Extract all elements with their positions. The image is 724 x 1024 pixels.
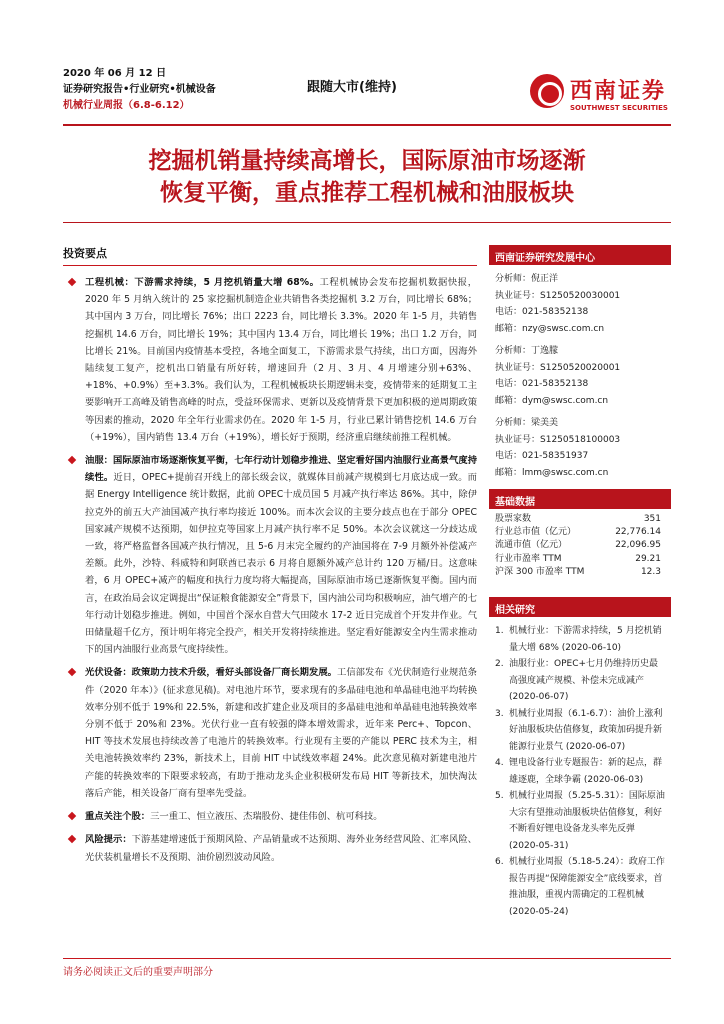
item-number: 5. bbox=[495, 791, 504, 802]
item-text: 机械行业周报（5.25-5.31）：国际原油大宗有望推动油服板块估值修复，利好不断看好锂电设备龙头率先反弹 (2020-05-31) bbox=[509, 791, 665, 851]
item-text: 油服行业：OPEC+七月仍维持历史最高强度减产规模、补偿未完成减产 (2020-06-07) bbox=[509, 659, 659, 703]
analyst-email[interactable]: 邮箱：dym@swsc.com.cn bbox=[495, 395, 609, 406]
row-label: 行业总市值（亿元） bbox=[495, 527, 577, 538]
sidebar bbox=[489, 245, 671, 920]
bullet-icon bbox=[68, 278, 76, 286]
list-item[interactable] bbox=[489, 788, 671, 854]
item-text: 机械行业周报（5.18-5.24）：政府工作报告再提“保障能源安全”底线要求，首推油服，重视内需确定的工程机械 (2020-05-24) bbox=[509, 857, 665, 917]
row-value: 22,096.95 bbox=[615, 540, 661, 551]
logo-emblem-icon bbox=[530, 74, 564, 108]
bullet-icon bbox=[68, 668, 76, 676]
analyst-cert: 执业证号：S1250520030001 bbox=[495, 290, 621, 301]
paragraph-body: 三一重工、恒立液压、杰瑞股份、捷佳伟创、杭可科技。 bbox=[150, 811, 383, 823]
header-divider bbox=[63, 124, 671, 126]
paragraph-lead: 光伏设备：政策助力技术升级，看好头部设备厂商长期发展。 bbox=[85, 667, 338, 679]
row-value: 12.3 bbox=[640, 566, 661, 577]
paragraph-lead: 风险提示： bbox=[85, 834, 132, 846]
logo-text-en: SOUTHWEST SECURITIES bbox=[570, 104, 668, 112]
basic-data-row bbox=[489, 566, 671, 579]
research-center-header: 西南证券研究发展中心 bbox=[489, 245, 671, 265]
list-item[interactable] bbox=[489, 755, 671, 788]
paragraph-risk bbox=[63, 831, 477, 865]
row-label: 流通市值（亿元） bbox=[495, 540, 568, 551]
analyst-phone: 电话：021-58352138 bbox=[495, 379, 589, 389]
footer-notice: 请务必阅读正文后的重要声明部分 bbox=[63, 967, 213, 978]
row-value: 29.21 bbox=[635, 553, 661, 564]
report-header-info bbox=[63, 66, 216, 114]
item-number: 4. bbox=[495, 758, 504, 769]
row-label: 股票家数 bbox=[495, 514, 532, 524]
company-logo bbox=[530, 72, 680, 122]
footer-divider bbox=[63, 958, 671, 959]
bullet-icon bbox=[68, 456, 76, 464]
investment-highlights bbox=[63, 245, 477, 872]
analyst-phone: 电话：021-58351937 bbox=[495, 451, 589, 461]
row-label: 行业市盈率 TTM bbox=[495, 553, 562, 564]
item-number: 3. bbox=[495, 708, 504, 719]
analyst-name: 分析师：丁逸朦 bbox=[495, 346, 559, 356]
basic-data-header: 基础数据 bbox=[489, 489, 671, 509]
list-item[interactable] bbox=[489, 854, 671, 920]
basic-data-row bbox=[489, 513, 671, 526]
paragraph-construction-machinery bbox=[63, 274, 477, 446]
rating: 跟随大市(维持) bbox=[307, 80, 397, 95]
analyst-cert: 执业证号：S1250520020001 bbox=[495, 362, 621, 373]
row-value: 351 bbox=[643, 514, 661, 524]
bullet-icon bbox=[68, 812, 76, 820]
title-divider bbox=[63, 222, 671, 223]
list-item[interactable] bbox=[489, 706, 671, 756]
item-text: 机械行业：下游需求持续，5 月挖机销量大增 68% (2020-06-10) bbox=[509, 626, 662, 653]
paragraph-lead: 油服：国际原油市场逐渐恢复平衡，七年行动计划稳步推进、坚定看好国内油服行业高景气度持续性。 bbox=[85, 455, 477, 484]
item-text: 锂电设备行业专题报告：新的起点，群雄逐鹿，全球争霸 (2020-06-03) bbox=[509, 758, 663, 785]
related-research-list bbox=[489, 617, 671, 920]
paragraph-body: 工程机械协会发布挖掘机数据快报，2020 年 5 月纳入统计的 25 家挖掘机制造企业共销售各类挖掘机 3.2 万台，同比增长 68%；其中国内 3 万台，同比增长 76%；出口 2223 台，同比增长 3.3%。2020 年 1-5 月，共销售挖掘机 14.6 万台，同比增长 19%；其中国内 13.4 万台，同比增长 19%；出口 1.2 万台，同比增长 21%。目前国内疫情基本受控，各地全面复工，下游需求景气持续，出口方面，因海外陆续复工复产，挖机出口销量有所好转，增速回升（2 月、3 月、4 月增速分别+63%、+18%、+0.9%）至+3.3%。我们认为，工程机械板块长期逻辑未变，疫情带来的延期复工主要影响开工高峰及销售高峰的时点，受益环保需求、更新以及疫情背景下更加积极的逆周期政策等因素的推动，2020 年全年行业需求仍在。2020 年 1-5 月，行业已累计销售挖机 14.6 万台（+19%），国内销售 13.4 万台（+19%），增长好于预期，经济重启继续前推工程机械。 bbox=[85, 277, 477, 443]
list-item[interactable] bbox=[489, 623, 671, 656]
report-date: 2020 年 06 月 12 日 bbox=[63, 68, 167, 79]
item-number: 2. bbox=[495, 659, 504, 670]
analyst-phone: 电话：021-58352138 bbox=[495, 307, 589, 317]
report-title bbox=[63, 145, 671, 209]
analyst-name: 分析师：倪正洋 bbox=[495, 274, 559, 284]
analyst-block bbox=[489, 265, 671, 481]
analyst-email[interactable]: 邮箱：nzy@swsc.com.cn bbox=[495, 323, 605, 334]
analyst-email[interactable]: 邮箱：lmm@swsc.com.cn bbox=[495, 467, 609, 478]
list-item[interactable] bbox=[489, 656, 671, 706]
report-category: 证券研究报告•行业研究•机械设备 bbox=[63, 84, 216, 95]
row-label: 沪深 300 市盈率 TTM bbox=[495, 566, 585, 577]
paragraph-body: 下游基建增速低于预期风险、产品销量或不达预期、海外业务经营风险、汇率风险、光伏装机量增长不及预期、油价剧烈波动风险。 bbox=[85, 834, 477, 863]
related-research-header: 相关研究 bbox=[489, 597, 671, 617]
paragraph-oil-service bbox=[63, 452, 477, 658]
row-value: 22,776.14 bbox=[615, 527, 661, 538]
paragraph-pv-equipment bbox=[63, 664, 477, 802]
title-line-1: 挖掘机销量持续高增长，国际原油市场逐渐 bbox=[148, 147, 586, 174]
basic-data-row bbox=[489, 553, 671, 566]
item-number: 1. bbox=[495, 626, 504, 637]
basic-data-row bbox=[489, 526, 671, 539]
paragraph-lead: 工程机械：下游需求持续，5 月挖机销量大增 68%。 bbox=[85, 277, 320, 288]
paragraph-body: 工信部发布《光伏制造行业规范条件（2020 年本）》(征求意见稿)。对电池片环节，要求现有的多晶硅电池和单晶硅电池平均转换效率分别不低于 19%和 22.5%，新建和改扩建企业及项目的多晶硅电池和单晶硅电池转换效率分别不低于 20%和 23%。光伏行业一直有较强的降本增效需求，近年来 Perc+、Topcon、HIT 等技术发展也持续改善了电池片的转换效率。行业现有主要的产能以 PERC 技术为主，相关电池转换效率约 23%，新技术上，目前 HIT 中试线效率超 24%。此次意见稿对新建电池片产能的转换效率的下限要求较高，有助于推动龙头企业积极研发布局 HIT 等新技术，加快淘汰落后产能，相关设备厂商有望率先受益。 bbox=[85, 667, 477, 799]
title-line-2: 恢复平衡，重点推荐工程机械和油服板块 bbox=[160, 179, 574, 206]
paragraph-body: 近日，OPEC+提前召开线上的部长级会议，就媒体目前减产规模到七月底达成一致。而据 Energy Intelligence 统计数据，此前 OPEC十成员国 5 月减产执行率达 86%。其中，除伊拉克外的前五大产油国减产执行率均接近 100%。而本次会议的主要分歧点也在于部分 OPEC 国家减产规模不达预期，如伊拉克等国家上月减产执行率不足 50%。本次会议就这一分歧达成一致，将严格监督各国减产执行情况，且 5-6 月末完全履约的产油国将在 7-9 月额外补偿减产差额。此外，沙特、科威特和阿联酋已表示 6 月将自愿额外减产总计约 120 万桶/日。这意味着，6 月 OPEC+减产的幅度和执行力度均将大幅提高，国际原油市场已逐渐恢复平衡。国内而言，在政治局会议定调提出“保证粮食能源安全”背景下，国内油公司均积极响应，油气增产的七年行动计划稳步推进。例如，中国首个深水自营大气田陵水 17-2 近日完成首个开发井作业。气田储量超千亿方，预计明年将完全投产，相关开发将持续推进。坚定看好能源安全内生需求推动下的国内油服行业高景气度持续性。 bbox=[85, 472, 477, 656]
paragraph-key-stocks bbox=[63, 808, 477, 825]
bullet-icon bbox=[68, 835, 76, 843]
item-number: 6. bbox=[495, 857, 504, 868]
analyst-name: 分析师：梁美美 bbox=[495, 418, 559, 428]
analyst-cert: 执业证号：S1250518100003 bbox=[495, 434, 621, 445]
section-title: 投资要点 bbox=[63, 245, 477, 266]
item-text: 机械行业周报（6.1-6.7）：油价上涨利好油服板块估值修复，政策加码提升新能源行业景气 (2020-06-07) bbox=[509, 708, 663, 752]
basic-data-row bbox=[489, 539, 671, 552]
report-name: 机械行业周报（6.8-6.12） bbox=[63, 100, 190, 111]
basic-data-table bbox=[489, 509, 671, 579]
paragraph-lead: 重点关注个股： bbox=[85, 811, 151, 823]
logo-text-cn: 西南证券 bbox=[570, 78, 667, 104]
